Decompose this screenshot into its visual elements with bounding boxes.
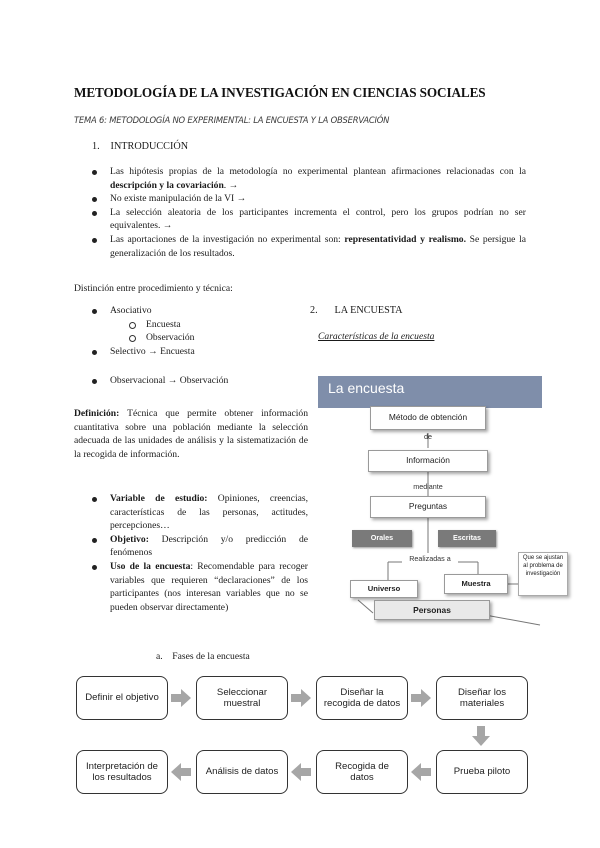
- intro-bullet: Las hipótesis propias de la metodología no experimental plantean afirmaciones relacionadas con la descripción y la covariación. →: [92, 165, 526, 192]
- diagram-header: La encuesta: [318, 376, 542, 408]
- phase-box: Definir el objetivo: [76, 676, 168, 720]
- diagram-box-preguntas: Preguntas: [370, 496, 486, 518]
- arrow-down-icon: [472, 726, 490, 746]
- list-item: Objetivo: Descripción y/o predicción de fenómenos: [92, 533, 308, 560]
- diagram-box-muestra: Muestra: [444, 574, 508, 594]
- phase-box: Diseñar los materiales: [436, 676, 528, 720]
- sub-list-item: Observación: [129, 331, 312, 345]
- sub-list-item: Encuesta: [129, 318, 312, 332]
- arrow-left-icon: [291, 763, 311, 781]
- page-title: METODOLOGÍA DE LA INVESTIGACIÓN EN CIENCIAS SOCIALES: [74, 85, 486, 100]
- fases-heading: a. Fases de la encuesta: [156, 651, 250, 662]
- section-number: 2.: [310, 305, 318, 316]
- phase-box: Prueba piloto: [436, 750, 528, 794]
- diagram-box-informacion: Información: [368, 450, 488, 472]
- diagram-box-universo: Universo: [350, 580, 418, 598]
- intro-bullet: Las aportaciones de la investigación no experimental son: representatividad y realismo. Se persigue la generalización de los resultados.: [92, 233, 526, 260]
- section-label: LA ENCUESTA: [334, 305, 403, 316]
- sub-list: [129, 318, 312, 345]
- section-number: 1.: [92, 141, 100, 152]
- distincion-text: Distinción entre procedimiento y técnica:: [74, 283, 233, 294]
- list-item: Observacional → Observación: [92, 374, 312, 388]
- intro-bullet: La selección aleatoria de los participantes incrementa el control, pero los grupos podrían no ser equivalentes. →: [92, 206, 526, 233]
- phase-box: Interpretación de los resultados: [76, 750, 168, 794]
- diagram-box-orales: Orales: [352, 530, 412, 547]
- diagram-box-metodo: Método de obtención: [370, 406, 486, 430]
- phase-box: Recogida de datos: [316, 750, 408, 794]
- list-item: Selectivo → Encuesta: [92, 345, 312, 359]
- connector-line: [358, 600, 373, 613]
- diagram-connector-label: Realizadas a: [402, 554, 458, 564]
- page-subtitle: TEMA 6: METODOLOGÍA NO EXPERIMENTAL: LA ENCUESTA Y LA OBSERVACIÓN: [74, 115, 390, 125]
- diagram-caption: Características de la encuesta: [318, 331, 435, 342]
- encuesta-diagram: [318, 348, 564, 628]
- tecnicas-list-2: [92, 374, 312, 388]
- tecnicas-list: [92, 304, 312, 358]
- arrow-right-icon: [411, 689, 431, 707]
- arrow-right-icon: [171, 689, 191, 707]
- diagram-connector-label: mediante: [413, 482, 443, 491]
- list-item: Uso de la encuesta: Recomendable para recoger variables que requieren “declaraciones” de los participantes (nos interesan variables que no se pueden observar directamente): [92, 560, 308, 614]
- phase-box: Análisis de datos: [196, 750, 288, 794]
- intro-bullet: No existe manipulación de la VI →: [92, 192, 526, 206]
- arrow-left-icon: [411, 763, 431, 781]
- phase-box: Seleccionar muestral: [196, 676, 288, 720]
- arrow-left-icon: [171, 763, 191, 781]
- list-item: Variable de estudio: Opiniones, creencias, características de las personas, actitudes, percepciones…: [92, 492, 308, 533]
- definicion-paragraph: Definición: Técnica que permite obtener información cuantitativa sobre una población mediante la selección adecuada de las unidades de análisis y la sistematización de la recogida de información.: [74, 408, 308, 460]
- list-item: Asociativo Encuesta Observación: [92, 304, 312, 345]
- definicion-bullets: [92, 492, 308, 614]
- intro-bullet-list: [92, 165, 526, 260]
- diagram-box-personas: Personas: [374, 600, 490, 620]
- section-heading-encuesta: [310, 304, 403, 318]
- diagram-box-escritas: Escritas: [438, 530, 496, 547]
- diagram-connector-label: de: [424, 432, 432, 441]
- section-heading-intro: [92, 140, 188, 154]
- section-label: INTRODUCCIÓN: [110, 141, 189, 152]
- arrow-right-icon: [291, 689, 311, 707]
- phase-box: Diseñar la recogida de datos: [316, 676, 408, 720]
- diagram-note: Que se ajustan al problema de investigación: [518, 552, 568, 596]
